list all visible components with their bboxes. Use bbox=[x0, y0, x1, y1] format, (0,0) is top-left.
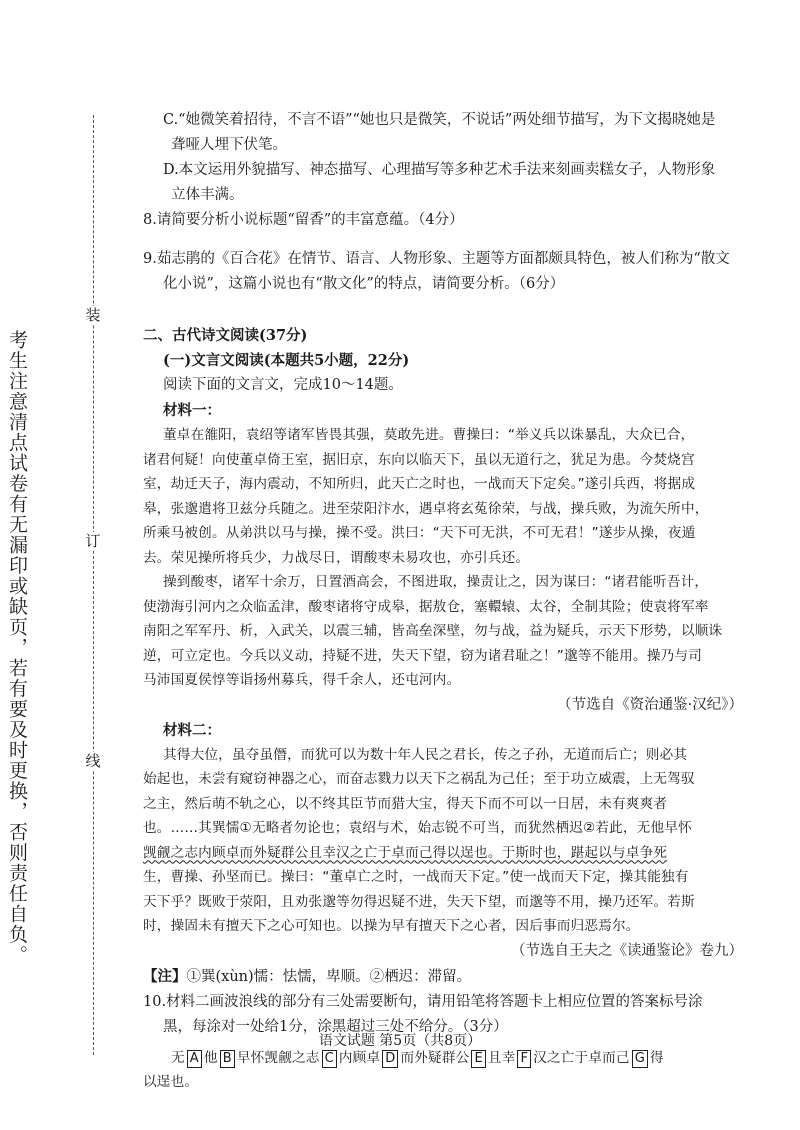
question-10-line1: 10.材料二画波浪线的部分有三处需要断句，请用铅笔将答题卡上相应位置的答案标号涂 bbox=[143, 993, 703, 1010]
material-2-line: 生，曹操、孙坚而已。操曰：“董卓亡之时，一战而天下定。”使一战而天下定，操其能独有 bbox=[143, 869, 689, 885]
note-label: 【注】 bbox=[143, 967, 187, 985]
material-2-line: 也。……其巽懦①无略者勿论也；袁绍与术，始志锐不可当，而犹然栖迟②若此，无他早怀 bbox=[143, 820, 692, 836]
material-1-line: 所乘马被创。从弟洪以马与操，操不受。洪曰：“天下可无洪，不可无君！”遂步从操，夜遁 bbox=[143, 525, 696, 541]
note-text: ①巽(xùn)懦：怯懦，卑顺。②栖迟：滞留。 bbox=[186, 968, 472, 985]
material-2-label: 材料二： bbox=[163, 721, 221, 739]
segment-text: 得 bbox=[649, 1049, 664, 1066]
binding-mark-xian: 线 bbox=[85, 752, 101, 770]
segment-text: 而外疑群公 bbox=[400, 1049, 470, 1066]
binding-mark-ding: 订 bbox=[85, 532, 101, 550]
question-9-line1: 9.茹志鹃的《百合花》在情节、语言、人物形象、主题等方面都颇具特色，被人们称为“散文 bbox=[143, 251, 730, 267]
option-c-line2: 聋哑人埋下伏笔。 bbox=[171, 137, 287, 153]
material-1-line: 逆，可立定也。今兵以义动，持疑不进，失天下望，窃为诸君耻之！”邈等不能用。操乃与司 bbox=[143, 647, 702, 664]
segment-text: 且幸 bbox=[487, 1049, 516, 1066]
answer-box-d[interactable]: D bbox=[382, 1050, 398, 1068]
material-2-line: 之主，然后萌不轨之心，以不终其臣节而猎大宝，得天下而不可以一日居，未有爽爽者 bbox=[143, 795, 668, 812]
material-2-line: 时，操固未有擅天下之心可知也。以操为早有擅天下之心者，因后事而归恶焉尔。 bbox=[143, 918, 640, 934]
answer-box-f[interactable]: F bbox=[517, 1050, 531, 1068]
material-1-line: 操到酸枣，诸军十余万，日置酒高会，不图进取，操责让之，因为谋曰：“诸君能听吾计， bbox=[163, 574, 709, 590]
material-1-source: （节选自《资治通鉴·汉纪》） bbox=[557, 696, 743, 713]
answer-box-a[interactable]: A bbox=[187, 1050, 202, 1068]
page-footer: 语文试题 第5页（共8页） bbox=[318, 1033, 482, 1049]
material-1-line: 皋，张邈遣将卫兹分兵随之。进至荥阳汴水，遇卓将玄菟徐荣，与战，操兵败，为流矢所中， bbox=[143, 500, 709, 517]
question-9-line2: 化小说”，这篇小说也有“散文化”的特点，请简要分析。（6分） bbox=[163, 276, 565, 292]
material-1-line: 去。荣见操所将兵少，力战尽日，谓酸枣未易攻也，亦引兵还。 bbox=[143, 549, 530, 566]
subsection-title: (一)文言文阅读(本题共5小题，22分) bbox=[163, 352, 410, 369]
answer-box-e[interactable]: E bbox=[471, 1050, 485, 1068]
answer-box-c[interactable]: C bbox=[322, 1050, 337, 1068]
question-10-options-tail: 以逞也。 bbox=[143, 1074, 199, 1090]
segment-text: 内顾卓 bbox=[338, 1049, 381, 1066]
annotation-note bbox=[143, 964, 755, 990]
material-2-line: 始起也，未尝有窥窃神器之心，而奋志戮力以天下之祸乱为己任；至于功立威震，上无驾驭 bbox=[143, 771, 695, 787]
material-2-line: 其得大位，虽夺虽僭，而犹可以为数十年人民之君长，传之子孙，无道而后亡；则必其 bbox=[163, 746, 688, 763]
option-d-line2: 立体丰满。 bbox=[171, 187, 244, 203]
option-c-line1: C.“她微笑着招待，不言不语”“她也只是微笑，不说话”两处细节描写，为下文揭晓她是 bbox=[163, 112, 716, 128]
material-2-wavy-line: 觊觎之志内顾卓而外疑群公且幸汉之亡于卓而己得以逞也。于斯时也，踸起以与卓争死 bbox=[143, 844, 668, 861]
segment-text: 早怀觊觎之志 bbox=[236, 1049, 320, 1066]
answer-box-g[interactable]: G bbox=[632, 1050, 648, 1068]
material-1-line: 室，劫迁天子，海内震动，不知所归，此天亡之时也，一战而天下定矣。”遂引兵西，将据成 bbox=[143, 476, 696, 492]
material-1-line: 董卓在雒阳，袁绍等诸军皆畏其强，莫敢先进。曹操曰：“举义兵以诛暴乱，大众已合， bbox=[163, 427, 695, 443]
segment-text: 无 bbox=[171, 1049, 185, 1066]
material-1-line: 诸君何疑！向使董卓倚王室，据旧京，东向以临天下，虽以无道行之，犹足为患。今焚烧宫 bbox=[143, 451, 695, 468]
section-2-title: 二、古代诗文阅读(37分) bbox=[143, 327, 308, 344]
instruction: 阅读下面的文言文，完成10～14题。 bbox=[163, 377, 403, 393]
material-1-line: 南阳之军军丹、析，入武关，以震三辅，皆高垒深壁，勿与战，益为疑兵，示天下形势，以顺诛 bbox=[143, 623, 723, 639]
material-1-line: 马沛国夏侯惇等诣扬州募兵，得千余人，还屯河内。 bbox=[143, 672, 461, 688]
question-10-line2: 黑，每涂对一处给1分，涂黑超过三处不给分。（3分） bbox=[163, 1018, 508, 1035]
segment-text: 他 bbox=[203, 1049, 218, 1066]
option-d-line1: D.本文运用外貌描写、神态描写、心理描写等多种艺术手法来刻画卖糕女子，人物形象 bbox=[163, 162, 716, 178]
material-2-line: 天下乎？既败于荥阳，且劝张邈等勿得迟疑不进，失天下望，而邈等不用，操乃还军。若斯 bbox=[143, 893, 695, 910]
binding-mark-zhuang: 装 bbox=[85, 306, 101, 324]
material-2-source: （节选自王夫之《读通鉴论》卷九） bbox=[511, 942, 743, 959]
question-8: 8.请简要分析小说标题“留香”的丰富意蕴。（4分） bbox=[143, 212, 464, 228]
binding-dashed-line bbox=[93, 115, 94, 1055]
side-notice: 考生注意清点试卷有无漏印或缺页，若有要及时更换，否则责任自负。 bbox=[6, 330, 28, 966]
page-content bbox=[143, 108, 755, 1095]
material-1-label: 材料一： bbox=[163, 402, 221, 419]
segment-text: 汉之亡于卓而己 bbox=[533, 1049, 630, 1066]
answer-box-b[interactable]: B bbox=[220, 1050, 235, 1068]
material-1-line: 使渤海引河内之众临孟津，酸枣诸将守成皋，据敖仓，塞轘辕、太谷，全制其险；使袁将军率 bbox=[143, 598, 709, 615]
